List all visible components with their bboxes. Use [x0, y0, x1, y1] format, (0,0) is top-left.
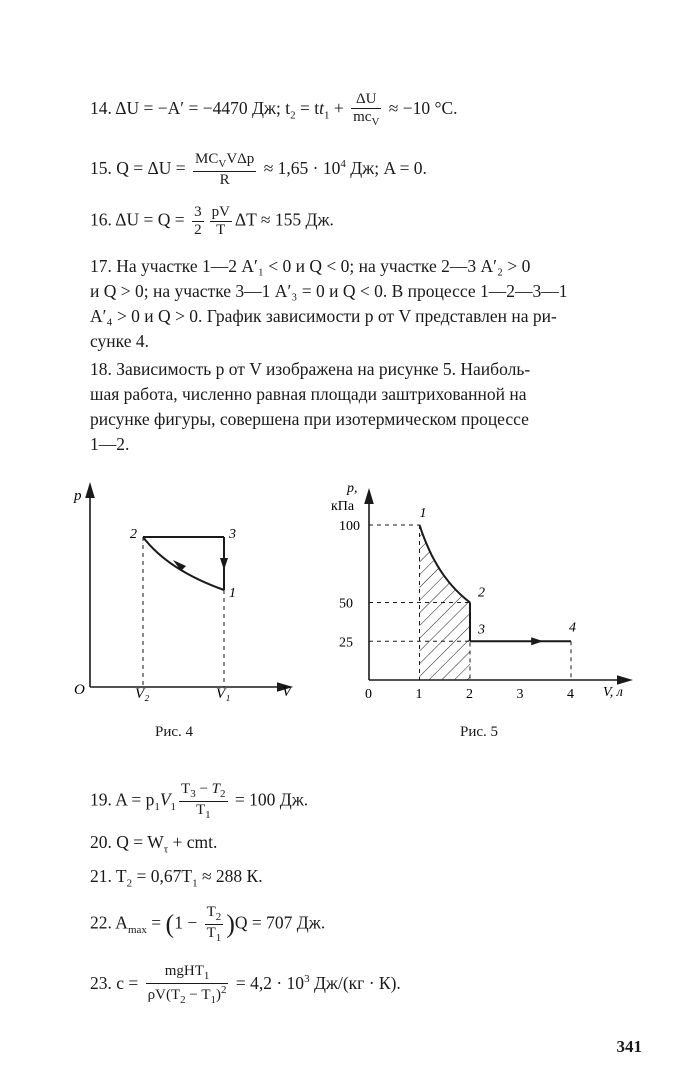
equation-16: 16. ΔU = Q = $\frac{3}{2}$ $\frac{pV}{T}$ ΔT ≈ 155 Дж.: [90, 204, 334, 238]
x-axis-label: V: [282, 684, 292, 700]
x-tick-3: 3: [516, 687, 524, 702]
fraction: $\frac{pV}{T}$: [211, 204, 230, 238]
point-3-label: 3: [229, 527, 236, 542]
fig5-x-label: V, л: [603, 685, 623, 700]
point-3-label: 3: [478, 622, 485, 638]
fig5-y-unit: кПа: [331, 499, 355, 514]
equation-21: 21. $T_2 = 0,67T_1 \approx 288$ К.: [90, 866, 263, 890]
point-4-label: 4: [569, 620, 576, 636]
point-2-label: 2: [478, 585, 485, 601]
y-tick-100: 100: [339, 519, 360, 534]
answer-18: 18. Зависимость p от V изображена на рисунке 5. Наиболь- шая работа, численно равная площади заштрихованной на рисунке фигуры, совершена при изотермическом процессе 1—2.: [90, 359, 531, 454]
fraction: $\frac{T_3 - T_2}{T_1}$: [181, 781, 226, 821]
point-2-label: 2: [130, 527, 137, 542]
x-tick-2: 2: [466, 687, 473, 702]
y-tick-25: 25: [339, 635, 353, 651]
figure-4: [60, 480, 310, 710]
y-tick-50: 50: [339, 596, 353, 612]
fraction: $\frac{MC_VV\Delta p}{R}$: [195, 151, 255, 188]
point-1-label: 1: [229, 586, 236, 601]
x-tick-1: 1: [415, 687, 423, 702]
equation-14: 14. ΔU = −A′ = −4470 Дж; $t_2 = tt_1$ + $\frac{\Delta U}{mc_V}$ ≈ −10 °C.: [90, 91, 458, 128]
equation-15: 15. Q = ΔU = $\frac{MC_VV\Delta p}{R}$ ≈ $1,65 \cdot 10^4$ Дж; A = 0.: [90, 151, 427, 188]
y-axis-label: p: [74, 488, 82, 504]
figure-4-caption: Рис. 4: [155, 724, 194, 740]
fraction: $\frac{mgHT_1}{\rho V(T_2 - T_1)^2}$: [147, 963, 227, 1006]
arrow-3-1: [220, 558, 228, 570]
fraction: $\frac{\Delta U}{mc_V}$: [353, 91, 380, 128]
x-tick-0: 0: [365, 687, 372, 702]
point-1-label: 1: [419, 506, 427, 521]
tick-v2: V₂: [135, 686, 150, 702]
equation-22: 22. $A_{max} = (1$ − $\frac{T_2}{T_1}$ )Q = 707 Дж.: [90, 904, 326, 944]
fig5-y-label: p,: [347, 481, 358, 496]
x-tick-4: 4: [567, 687, 574, 702]
tick-v1: V₁: [216, 686, 231, 702]
fraction: $\frac{T_2}{T_1}$: [206, 904, 222, 944]
curve-1-2: [143, 537, 224, 590]
fraction: $\frac{3}{2}$: [194, 204, 202, 238]
figure-5: [325, 478, 645, 718]
equation-20: 20. $Q = W_\tau$ + cmt.: [90, 832, 218, 856]
answer-17: 17. На участке 1—2 A′₁ < 0 и Q < 0; на участке 2—3 A′₂ > 0 и Q > 0; на участке 3—1 A′₃ = 0 и Q < 0. В процессе 1—2—3—1 A′₄ > 0 и Q > 0. График зависимости p от V представлен на ри- сунке 4.: [90, 256, 568, 351]
origin-label: O: [74, 682, 85, 698]
figure-5-caption: Рис. 5: [460, 724, 499, 740]
equation-19: 19. $A = p_1V_1$ $\frac{T_3 - T_2}{T_1}$ = 100 Дж.: [90, 781, 309, 821]
page-number: 341: [616, 1037, 642, 1056]
arrow-3-4: [531, 637, 543, 645]
equation-23: 23. c = $\frac{mgHT_1}{\rho V(T_2 - T_1)^2}$ = $4,2 \cdot 10^3$ Дж/(кг · К).: [90, 963, 401, 1006]
